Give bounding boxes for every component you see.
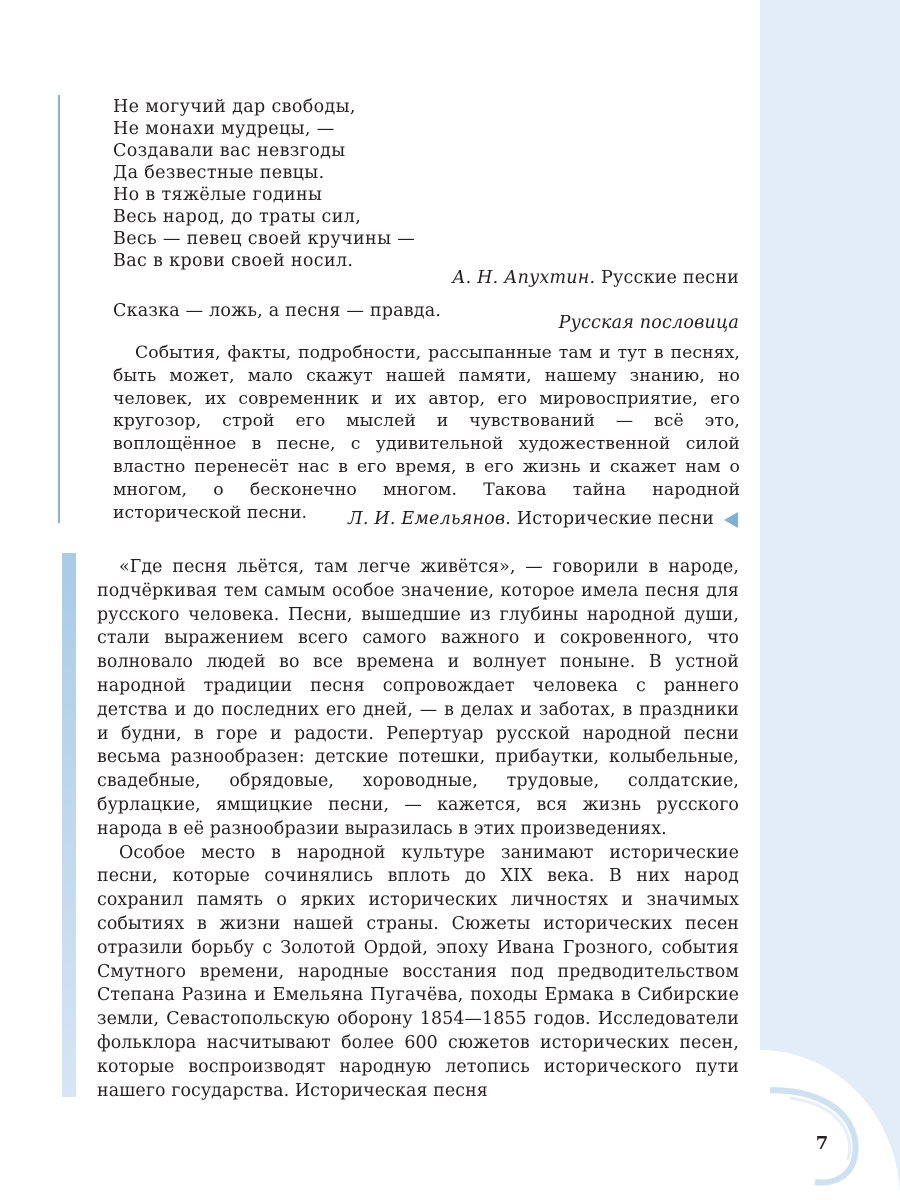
poem-line: Весь — певец своей кручины — <box>113 229 416 249</box>
poem-line: Создавали вас невзгоды <box>113 141 346 161</box>
paragraph: «Где песня льётся, там легче живётся», — говорили в народе, подчёркивая тем самым особое значение, которое имела песня для русского человека. Песни, вышедшие из глубины народной души, стали выражением всего самого важного и сокровенного, что волновало людей во все времена и волнует поныне. В устной народной традиции песня сопровождает человека с раннего детства и до последних его дней, — в делах и заботах, в праздники и будни, в горе и радости. Репертуар русской народной песни весьма разнообразен: детские потешки, прибаутки, колыбельные, свадебные, обрядовые, хороводные, трудовые, солдатские, бурлацкие, ямщицкие песни, — кажется, вся жизнь русского народа в её разнообразии выразилась в этих произведениях. <box>97 557 739 839</box>
quote-title: Исторические песни <box>516 509 714 529</box>
poem-author: А. Н. Апухтин. <box>452 268 596 288</box>
poem-line: Да безвестные певцы. <box>113 163 325 183</box>
main-text <box>97 556 739 1103</box>
poem-line: Вас в крови своей носил. <box>113 251 354 271</box>
quote-attribution <box>348 509 714 529</box>
page-side-band <box>760 0 900 1200</box>
poem-line: Весь народ, до траты сил, <box>113 207 362 227</box>
main-text-margin-bar <box>62 553 76 1097</box>
quote-author: Л. И. Емельянов. <box>348 509 512 529</box>
poem-line: Не могучий дар свободы, <box>113 97 356 117</box>
triangle-marker-icon <box>724 512 738 528</box>
paragraph: Особое место в народной культуре занимают исторические песни, которые сочинялись вплоть до XIX века. В них народ сохранил память о ярких исторических личностях и значимых событиях в жизни нашей страны. Сюжеты исторических песен отразили борьбу с Золотой Ордой, эпоху Ивана Грозного, события Смутного времени, народные восстания под предводительством Степана Разина и Емельяна Пугачёва, походы Ермака в Сибирские земли, Севастопольскую оборону 1854—1855 годов. Исследователи фольклора насчитывают более 600 сюжетов исторических песен, которые воспроизводят народную летопись исторического пути нашего государства. Историческая песня <box>97 842 739 1101</box>
epigraph-poem <box>113 96 673 272</box>
page-curl-swirl <box>760 1070 880 1190</box>
epigraph-margin-rule <box>58 95 60 523</box>
proverb-source: Русская пословица <box>558 313 739 333</box>
page-number: 7 <box>815 1133 829 1154</box>
proverb: Сказка — ложь, а песня — правда. <box>113 301 442 321</box>
poem-line: Но в тяжёлые годины <box>113 185 323 205</box>
epigraph-quote: События, факты, подробности, рассыпанные там и тут в песнях, быть может, мало скажут нашей памяти, нашему знанию, но человек, их современник и их автор, его мировосприятие, его кругозор, строй его мыслей и чувствований — всё это, воплощённое в песне, с удивительной художественной силой властно перенесёт нас в его время, в его жизнь и скажет нам о многом, о бесконечно многом. Такова тайна народной исторической песни. <box>113 343 740 523</box>
poem-line: Не монахи мудрецы, — <box>113 119 335 139</box>
poem-title: Русские песни <box>601 268 739 288</box>
poem-attribution <box>452 268 739 288</box>
